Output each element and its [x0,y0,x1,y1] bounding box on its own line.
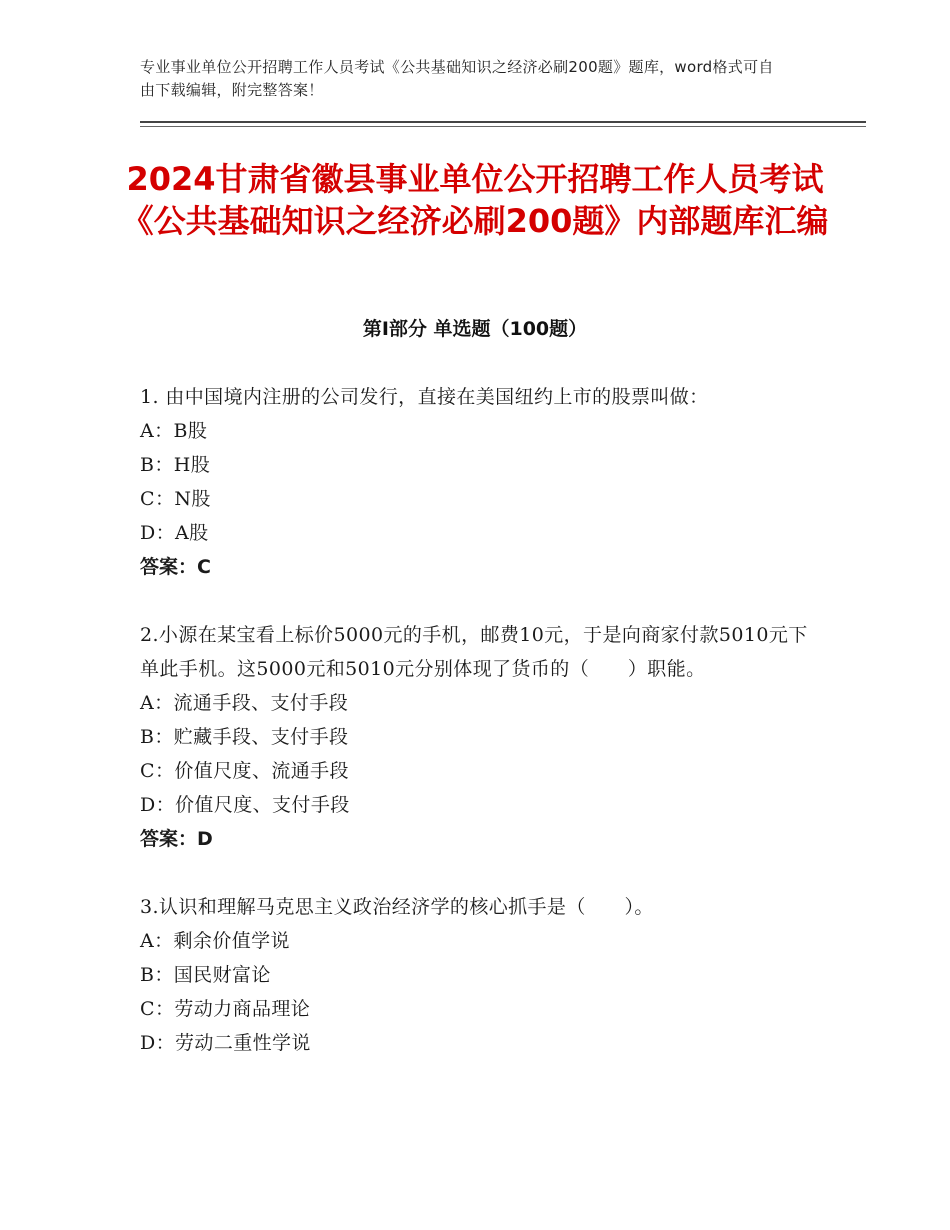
question-stem: 1. 由中国境内注册的公司发行，直接在美国纽约上市的股票叫做： [140,386,709,408]
question-1 [140,380,820,584]
question-2 [140,618,820,856]
section-heading: 第Ⅰ部分 单选题（100题） [362,318,588,340]
answer-line: 答案：D [140,828,213,850]
header-rule-thick [140,121,866,123]
option-d: D：A股 [140,522,209,544]
question-3 [140,890,820,1060]
option-a: A：流通手段、支付手段 [140,692,349,714]
option-c: C：N股 [140,488,211,510]
question-stem: 2.小源在某宝看上标价5000元的手机，邮费10元，于是向商家付款5010元下单此手机。这5000元和5010元分别体现了货币的（ ）职能。 [140,624,808,680]
option-c: C：价值尺度、流通手段 [140,760,349,782]
header-note: 专业事业单位公开招聘工作人员考试《公共基础知识之经济必刷200题》题库，word格式可自由下载编辑，附完整答案！ [140,58,774,99]
option-d: D：价值尺度、支付手段 [140,794,350,816]
option-d: D：劳动二重性学说 [140,1032,311,1054]
option-a: A：B股 [140,420,208,442]
document-title: 2024甘肃省徽县事业单位公开招聘工作人员考试《公共基础知识之经济必刷200题》内部题库汇编 [121,160,829,240]
question-list [140,380,820,1094]
option-a: A：剩余价值学说 [140,930,290,952]
option-b: B：H股 [140,454,211,476]
option-c: C：劳动力商品理论 [140,998,311,1020]
option-b: B：国民财富论 [140,964,271,986]
option-b: B：贮藏手段、支付手段 [140,726,349,748]
answer-line: 答案：C [140,556,211,578]
question-stem: 3.认识和理解马克思主义政治经济学的核心抓手是（ ）。 [140,896,654,918]
header-rule-thin [140,126,866,127]
